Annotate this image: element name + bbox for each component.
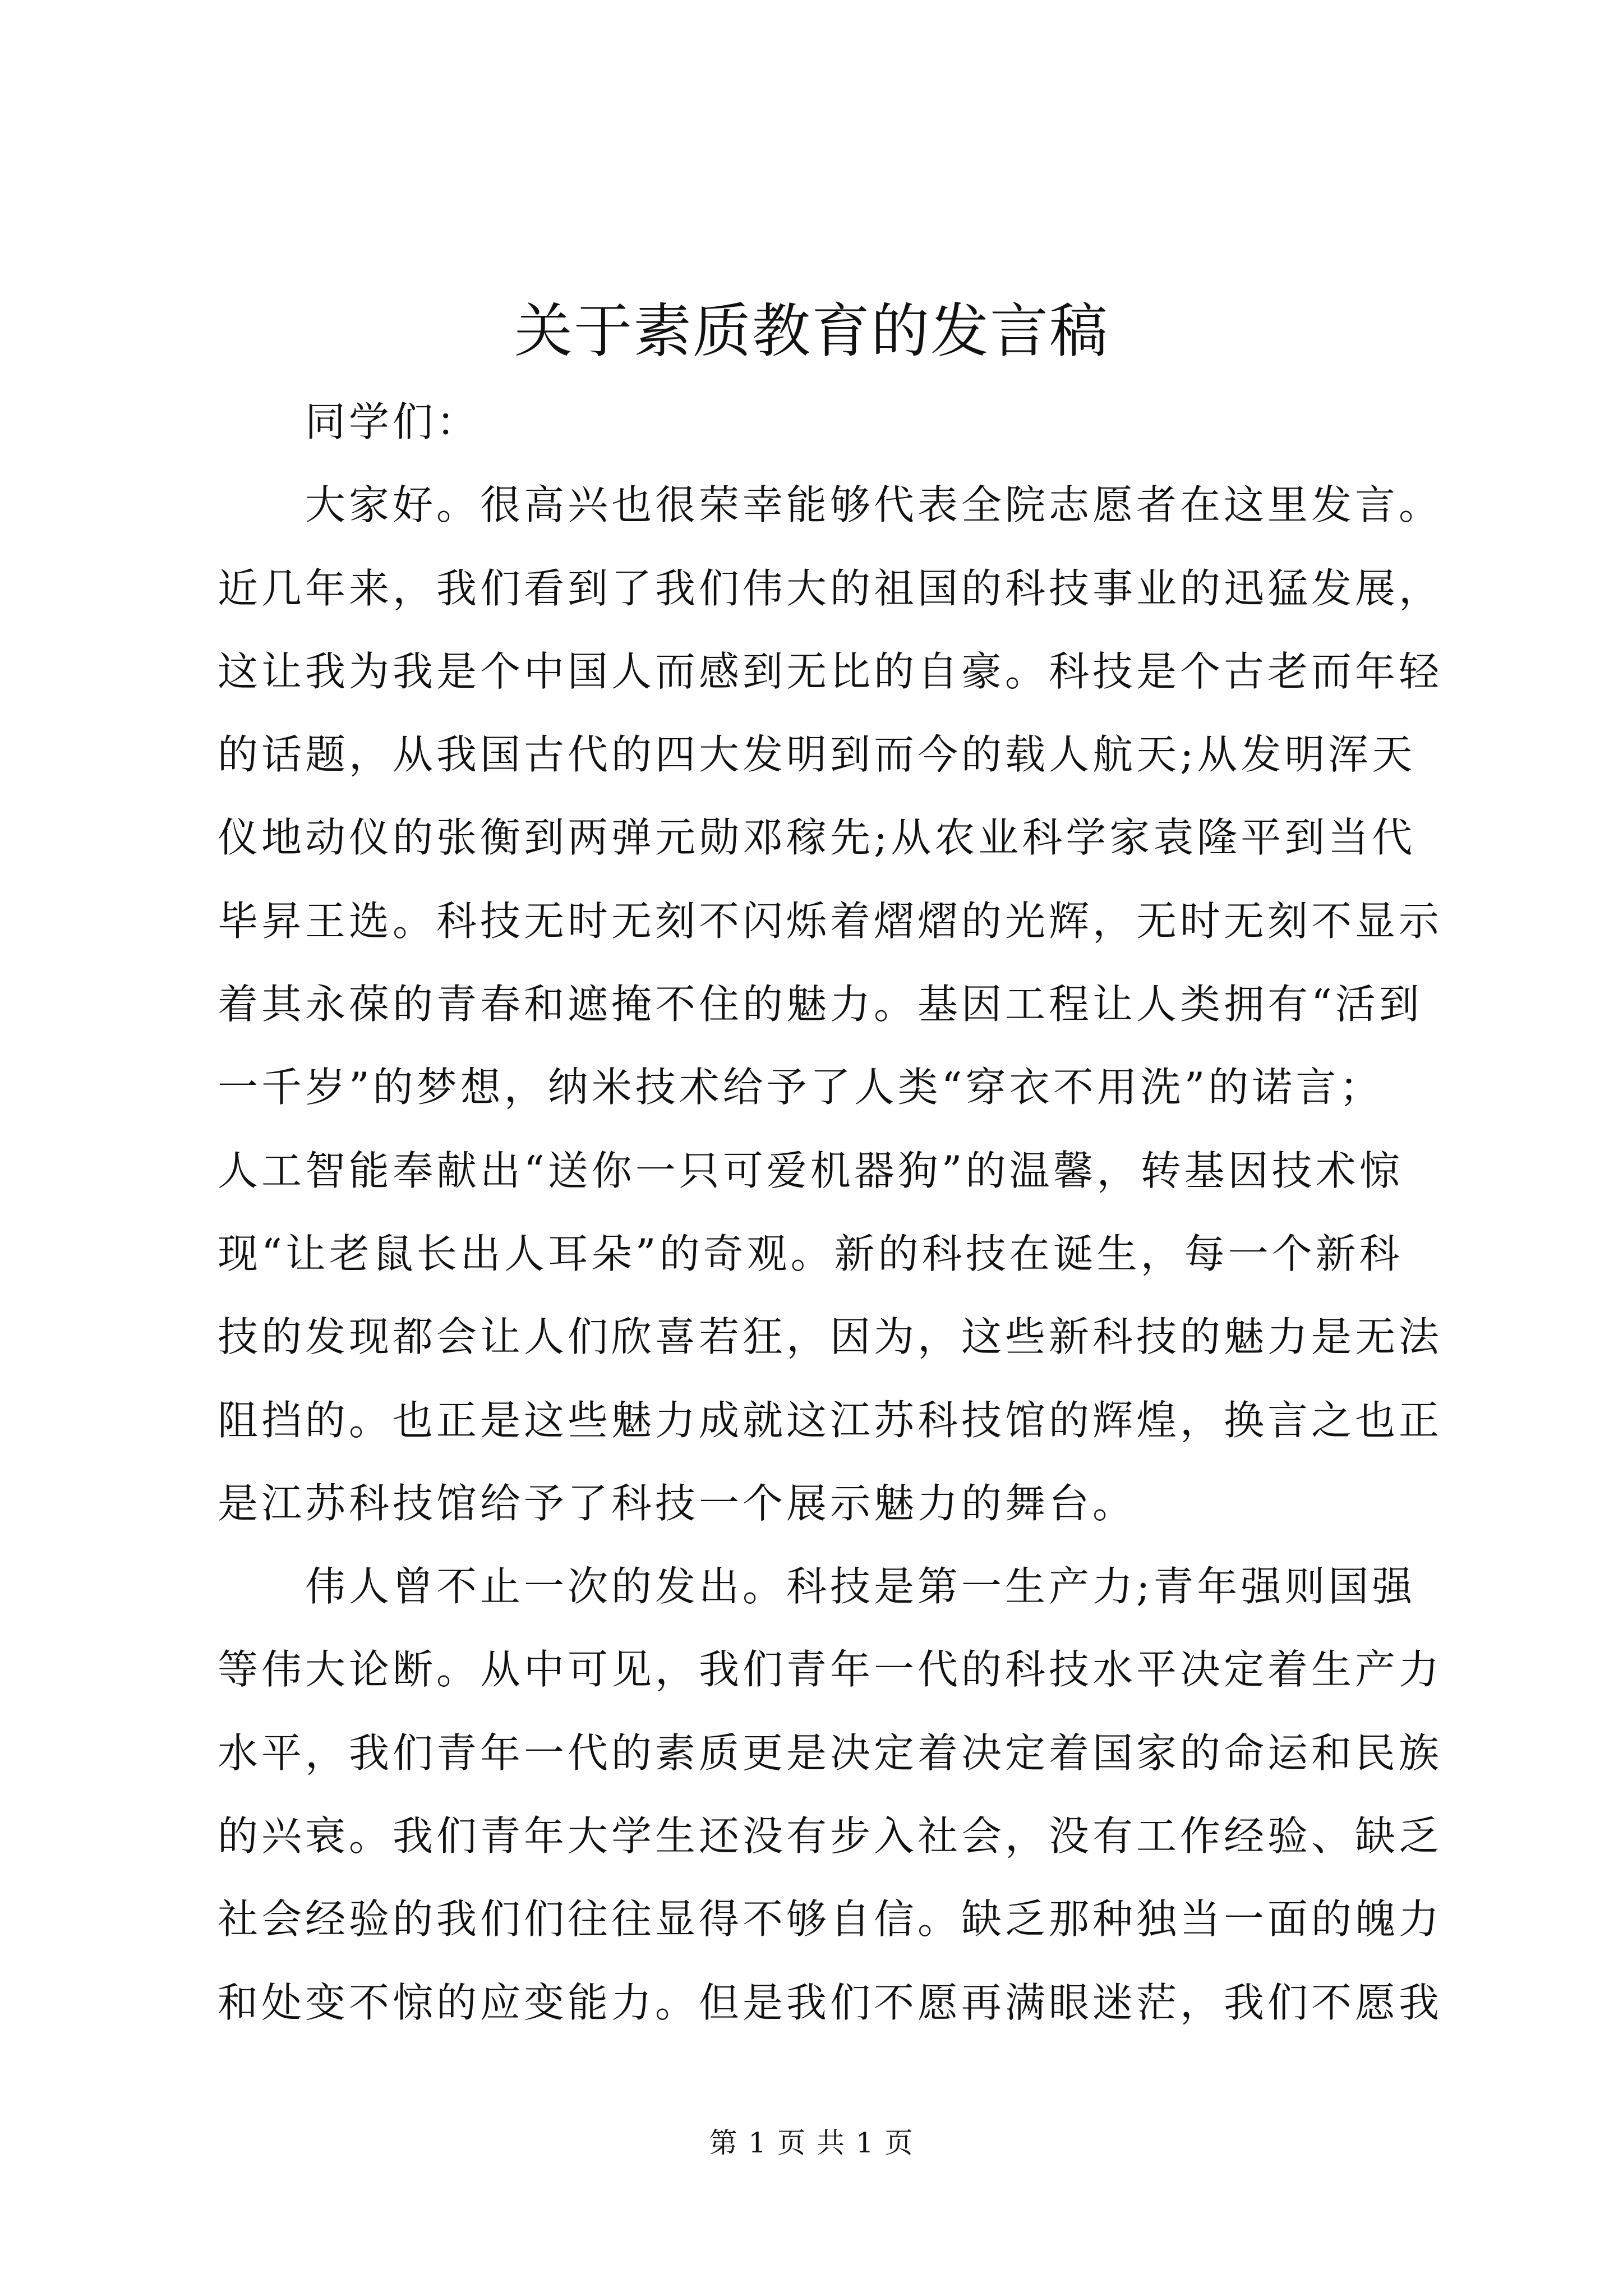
paragraph-1-line-11: 技的发现都会让人们欣喜若狂，因为，这些新科技的魅力是无法 <box>218 1313 1443 1361</box>
paragraph-2-line-4: 的兴衰。我们青年大学生还没有步入社会，没有工作经验、缺乏 <box>218 1812 1443 1860</box>
document-body <box>218 380 1443 2044</box>
paragraph-2-line-5: 社会经验的我们们往往显得不够自信。缺乏那种独当一面的魄力 <box>218 1895 1443 1943</box>
paragraph-2-line-1: 伟人曾不止一次的发出。科技是第一生产力;青年强则国强 <box>305 1563 1416 1611</box>
salutation-line: 同学们： <box>305 398 481 445</box>
paragraph-1-line-8: 一千岁”的梦想，纳米技术给予了人类“穿衣不用洗”的诺言； <box>218 1064 1384 1111</box>
document-title: 关于素质教育的发言稿 <box>514 297 1109 365</box>
paragraph-1-line-6: 毕昇王选。科技无时无刻不闪烁着熠熠的光辉，无时无刻不显示 <box>218 897 1443 945</box>
paragraph-1-line-13: 是江苏科技馆给予了科技一个展示魅力的舞台。 <box>218 1479 1137 1527</box>
paragraph-1-line-5: 仪地动仪的张衡到两弹元勋邓稼先;从农业科学家袁隆平到当代 <box>218 814 1416 862</box>
paragraph-1-line-7: 着其永葆的青春和遮掩不住的魅力。基因工程让人类拥有“活到 <box>218 981 1423 1028</box>
page-number-footer: 第 1 页 共 1 页 <box>709 2127 914 2159</box>
paragraph-2-line-2: 等伟大论断。从中可见，我们青年一代的科技水平决定着生产力 <box>218 1646 1443 1694</box>
paragraph-1-line-4: 的话题，从我国古代的四大发明到而今的载人航天;从发明浑天 <box>218 731 1416 779</box>
paragraph-2-line-6: 和处变不惊的应变能力。但是我们不愿再满眼迷茫，我们不愿我 <box>218 1978 1443 2026</box>
paragraph-2-line-3: 水平，我们青年一代的素质更是决定着决定着国家的命运和民族 <box>218 1729 1443 1777</box>
paragraph-1-line-12: 阻挡的。也正是这些魅力成就这江苏科技馆的辉煌，换言之也正 <box>218 1396 1443 1444</box>
paragraph-1-line-10: 现“让老鼠长出人耳朵”的奇观。新的科技在诞生，每一个新科 <box>218 1230 1403 1277</box>
paragraph-1-line-3: 这让我为我是个中国人而感到无比的自豪。科技是个古老而年轻 <box>218 647 1443 695</box>
paragraph-1-line-9: 人工智能奉献出“送你一只可爱机器狗”的温馨，转基因技术惊 <box>218 1147 1403 1194</box>
paragraph-1-line-1: 大家好。很高兴也很荣幸能够代表全院志愿者在这里发言。 <box>305 481 1443 529</box>
paragraph-1-line-2: 近几年来，我们看到了我们伟大的祖国的科技事业的迅猛发展， <box>218 564 1443 612</box>
